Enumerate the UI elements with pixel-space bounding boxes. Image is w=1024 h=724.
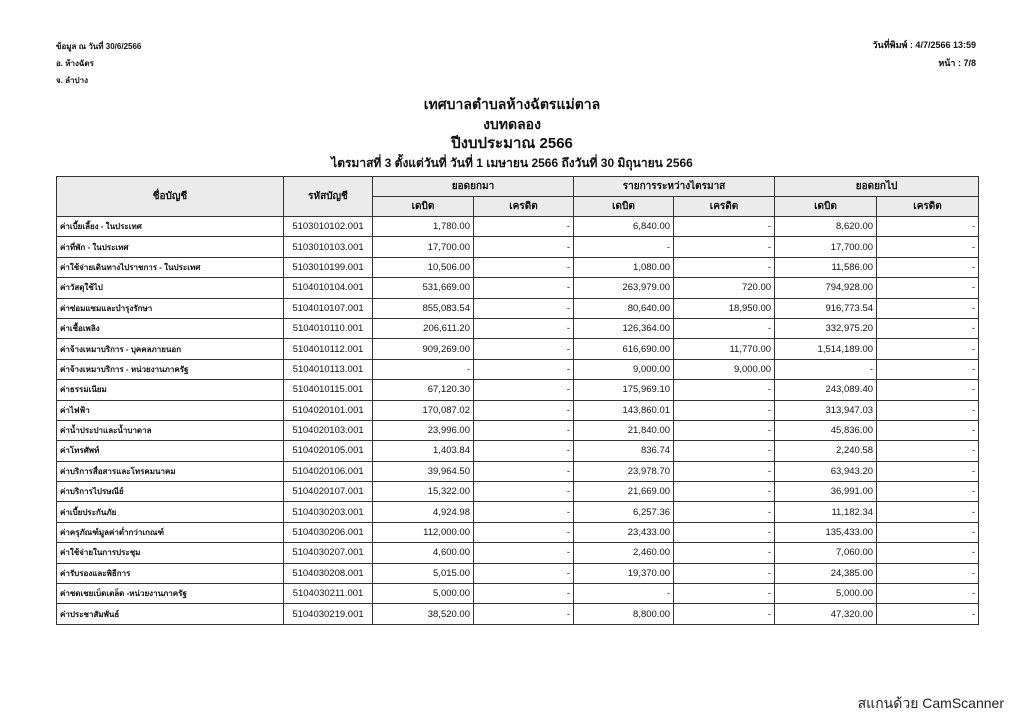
account-name-cell: ค่าบริการไปรษณีย์: [57, 482, 284, 502]
account-code-cell: 5104010107.001: [284, 298, 373, 318]
cf-credit-cell: -: [877, 461, 979, 481]
q-credit-cell: -: [674, 400, 775, 420]
report-header-left: [56, 38, 141, 89]
q-credit-cell: -: [674, 217, 775, 237]
cf-debit-cell: 332,975.20: [775, 318, 877, 338]
bf-credit-cell: -: [474, 482, 574, 502]
cf-debit-cell: 17,700.00: [775, 237, 877, 257]
bf-credit-cell: -: [474, 420, 574, 440]
table-row: [57, 522, 979, 542]
cf-debit-cell: 11,586.00: [775, 257, 877, 277]
table-row: [57, 563, 979, 583]
q-credit-cell: 18,950.00: [674, 298, 775, 318]
q-debit-cell: 19,370.00: [574, 563, 674, 583]
account-code-cell: 5104020103.001: [284, 420, 373, 440]
table-row: [57, 237, 979, 257]
table-row: [57, 482, 979, 502]
bf-debit-cell: 23,996.00: [373, 420, 474, 440]
account-code-cell: 5104030208.001: [284, 563, 373, 583]
bf-debit-cell: 5,015.00: [373, 563, 474, 583]
table-row: [57, 441, 979, 461]
account-name-cell: ค่าใช้จ่ายในการประชุม: [57, 543, 284, 563]
cf-credit-cell: -: [877, 298, 979, 318]
q-debit-cell: 143,860.01: [574, 400, 674, 420]
q-credit-cell: 9,000.00: [674, 359, 775, 379]
q-credit-cell: -: [674, 584, 775, 604]
bf-credit-cell: -: [474, 380, 574, 400]
account-code-cell: 5104030207.001: [284, 543, 373, 563]
camscanner-watermark: สแกนด้วย CamScanner: [857, 695, 1004, 711]
bf-debit-cell: 4,924.98: [373, 502, 474, 522]
table-row: [57, 584, 979, 604]
account-name-cell: ค่าชดเชยเบ็ดเตล็ด -หน่วยงานภาครัฐ: [57, 584, 284, 604]
account-name-cell: ค่าเบี้ยเลี้ยง - ในประเทศ: [57, 217, 284, 237]
bf-debit-cell: 1,780.00: [373, 217, 474, 237]
q-credit-cell: -: [674, 380, 775, 400]
table-row: [57, 278, 979, 298]
account-name-cell: ค่าจ้างเหมาบริการ - บุคคลภายนอก: [57, 339, 284, 359]
cf-credit-cell: -: [877, 278, 979, 298]
account-code-cell: 5104010104.001: [284, 278, 373, 298]
table-row: [57, 339, 979, 359]
data-as-of-date: ข้อมูล ณ วันที่ 30/6/2566: [56, 42, 142, 51]
q-credit-cell: -: [674, 522, 775, 542]
account-code-cell: 5104010113.001: [284, 359, 373, 379]
cf-credit-cell: -: [877, 339, 979, 359]
q-debit-cell: 21,669.00: [574, 482, 674, 502]
cf-debit-cell: 135,433.00: [775, 522, 877, 542]
q-debit-cell: 126,364.00: [574, 318, 674, 338]
account-code-cell: 5104030206.001: [284, 522, 373, 542]
account-code-cell: 5104020106.001: [284, 461, 373, 481]
cf-credit-cell: -: [877, 420, 979, 440]
cf-debit-cell: 794,928.00: [775, 278, 877, 298]
bf-credit-cell: -: [474, 584, 574, 604]
account-name-cell: ค่าวัสดุใช้ไป: [57, 278, 284, 298]
table-row: [57, 502, 979, 522]
bf-credit-cell: -: [474, 237, 574, 257]
cf-credit-cell: -: [877, 522, 979, 542]
table-row: [57, 257, 979, 277]
bf-debit-cell: 855,083.54: [373, 298, 474, 318]
q-debit-cell: -: [574, 584, 674, 604]
q-debit-cell: 2,460.00: [574, 543, 674, 563]
cf-credit-cell: -: [877, 502, 979, 522]
account-name-cell: ค่ารับรองและพิธีการ: [57, 563, 284, 583]
q-credit-cell: -: [674, 237, 775, 257]
bf-debit-cell: 206,611.20: [373, 318, 474, 338]
q-credit-cell: -: [674, 502, 775, 522]
q-debit-cell: 9,000.00: [574, 359, 674, 379]
q-debit-cell: 80,640.00: [574, 298, 674, 318]
cf-debit-cell: 916,773.54: [775, 298, 877, 318]
account-name-cell: ค่าโทรศัพท์: [57, 441, 284, 461]
q-credit-cell: -: [674, 420, 775, 440]
print-date: วันที่พิมพ์ : 4/7/2566 13:59: [872, 40, 976, 50]
account-name-cell: ค่าไฟฟ้า: [57, 400, 284, 420]
q-debit-cell: 1,080.00: [574, 257, 674, 277]
bf-debit-cell: 38,520.00: [373, 604, 474, 624]
account-name-cell: ค่าที่พัก - ในประเทศ: [57, 237, 284, 257]
account-name-cell: ค่าเบี้ยประกันภัย: [57, 502, 284, 522]
bf-debit-cell: 67,120.30: [373, 380, 474, 400]
cf-debit-cell: 1,514,189.00: [775, 339, 877, 359]
cf-credit-cell: -: [877, 604, 979, 624]
q-debit-cell: 8,800.00: [574, 604, 674, 624]
table-row: [57, 359, 979, 379]
table-row: [57, 380, 979, 400]
cf-debit-cell: 7,060.00: [775, 543, 877, 563]
cf-debit-cell: 5,000.00: [775, 584, 877, 604]
report-header-right: [873, 36, 977, 72]
account-name-cell: ค่าบริการสื่อสารและโทรคมนาคม: [57, 461, 284, 481]
q-debit-cell: 263,979.00: [574, 278, 674, 298]
col-group-carried-forward: ยอดยกไป: [775, 177, 979, 197]
bf-debit-cell: 10,506.00: [373, 257, 474, 277]
q-debit-cell: -: [574, 237, 674, 257]
bf-credit-cell: -: [474, 522, 574, 542]
report-titles: [0, 94, 1024, 172]
bf-debit-cell: -: [373, 359, 474, 379]
trial-balance-table: [56, 176, 979, 625]
col-bf-credit: เครดิต: [474, 197, 574, 217]
account-code-cell: 5104030211.001: [284, 584, 373, 604]
cf-debit-cell: 24,385.00: [775, 563, 877, 583]
col-bf-debit: เดบิต: [373, 197, 474, 217]
q-debit-cell: 23,433.00: [574, 522, 674, 542]
bf-debit-cell: 909,269.00: [373, 339, 474, 359]
col-q-credit: เครดิต: [674, 197, 775, 217]
account-code-cell: 5104030203.001: [284, 502, 373, 522]
cf-credit-cell: -: [877, 237, 979, 257]
q-debit-cell: 6,840.00: [574, 217, 674, 237]
col-account-code: รหัสบัญชี: [284, 177, 373, 217]
cf-credit-cell: -: [877, 543, 979, 563]
account-name-cell: ค่าใช้จ่ายเดินทางไปราชการ - ในประเทศ: [57, 257, 284, 277]
q-debit-cell: 21,840.00: [574, 420, 674, 440]
col-account-name: ชื่อบัญชี: [57, 177, 284, 217]
bf-credit-cell: -: [474, 359, 574, 379]
bf-credit-cell: -: [474, 217, 574, 237]
table-row: [57, 543, 979, 563]
col-group-brought-forward: ยอดยกมา: [373, 177, 574, 197]
bf-credit-cell: -: [474, 318, 574, 338]
table-row: [57, 400, 979, 420]
account-name-cell: ค่าซ่อมแซมและบำรุงรักษา: [57, 298, 284, 318]
cf-debit-cell: 243,089.40: [775, 380, 877, 400]
table-row: [57, 420, 979, 440]
q-debit-cell: 836.74: [574, 441, 674, 461]
table-row: [57, 461, 979, 481]
account-name-cell: ค่าครุภัณฑ์มูลค่าต่ำกว่าเกณฑ์: [57, 522, 284, 542]
cf-debit-cell: 2,240.58: [775, 441, 877, 461]
bf-debit-cell: 4,600.00: [373, 543, 474, 563]
account-code-cell: 5104010112.001: [284, 339, 373, 359]
bf-credit-cell: -: [474, 441, 574, 461]
cf-credit-cell: -: [877, 318, 979, 338]
account-code-cell: 5103010103.001: [284, 237, 373, 257]
q-debit-cell: 23,978.70: [574, 461, 674, 481]
bf-debit-cell: 17,700.00: [373, 237, 474, 257]
cf-debit-cell: 36,991.00: [775, 482, 877, 502]
q-credit-cell: -: [674, 543, 775, 563]
table-row: [57, 318, 979, 338]
table-row: [57, 604, 979, 624]
cf-debit-cell: 8,620.00: [775, 217, 877, 237]
col-cf-debit: เดบิต: [775, 197, 877, 217]
bf-debit-cell: 531,669.00: [373, 278, 474, 298]
bf-credit-cell: -: [474, 502, 574, 522]
bf-credit-cell: -: [474, 604, 574, 624]
bf-debit-cell: 39,964.50: [373, 461, 474, 481]
bf-credit-cell: -: [474, 563, 574, 583]
bf-debit-cell: 1,403.84: [373, 441, 474, 461]
account-code-cell: 5104020101.001: [284, 400, 373, 420]
bf-debit-cell: 112,000.00: [373, 522, 474, 542]
cf-credit-cell: -: [877, 257, 979, 277]
cf-debit-cell: 47,320.00: [775, 604, 877, 624]
q-credit-cell: -: [674, 563, 775, 583]
organization-name: เทศบาลตำบลห้างฉัตรแม่ตาล: [423, 96, 601, 112]
account-code-cell: 5104010115.001: [284, 380, 373, 400]
q-credit-cell: -: [674, 441, 775, 461]
account-code-cell: 5103010199.001: [284, 257, 373, 277]
cf-credit-cell: -: [877, 441, 979, 461]
q-credit-cell: -: [674, 604, 775, 624]
account-code-cell: 5103010102.001: [284, 217, 373, 237]
bf-credit-cell: -: [474, 543, 574, 563]
q-debit-cell: 175,969.10: [574, 380, 674, 400]
cf-credit-cell: -: [877, 584, 979, 604]
cf-credit-cell: -: [877, 380, 979, 400]
cf-debit-cell: -: [775, 359, 877, 379]
bf-debit-cell: 5,000.00: [373, 584, 474, 604]
cf-debit-cell: 45,836.00: [775, 420, 877, 440]
cf-debit-cell: 313,947.03: [775, 400, 877, 420]
cf-debit-cell: 63,943.20: [775, 461, 877, 481]
col-q-debit: เดบิต: [574, 197, 674, 217]
bf-credit-cell: -: [474, 298, 574, 318]
table-row: [57, 298, 979, 318]
account-code-cell: 5104030219.001: [284, 604, 373, 624]
bf-debit-cell: 170,087.02: [373, 400, 474, 420]
col-cf-credit: เครดิต: [877, 197, 979, 217]
bf-credit-cell: -: [474, 278, 574, 298]
cf-debit-cell: 11,182.34: [775, 502, 877, 522]
bf-credit-cell: -: [474, 339, 574, 359]
district-label: อ. ห้างฉัตร: [56, 59, 94, 68]
bf-debit-cell: 15,322.00: [373, 482, 474, 502]
bf-credit-cell: -: [474, 400, 574, 420]
province-label: จ. ลำปาง: [56, 76, 89, 85]
q-debit-cell: 616,690.00: [574, 339, 674, 359]
report-title: งบทดลอง: [483, 116, 541, 132]
cf-credit-cell: -: [877, 400, 979, 420]
account-name-cell: ค่าเชื้อเพลิง: [57, 318, 284, 338]
q-credit-cell: -: [674, 318, 775, 338]
account-name-cell: ค่าจ้างเหมาบริการ - หน่วยงานภาครัฐ: [57, 359, 284, 379]
bf-credit-cell: -: [474, 257, 574, 277]
col-group-during-quarter: รายการระหว่างไตรมาส: [574, 177, 775, 197]
report-period: ไตรมาสที่ 3 ตั้งแต่วันที่ วันที่ 1 เมษายน 2566 ถึงวันที่ 30 มิถุนายน 2566: [331, 156, 693, 170]
account-code-cell: 5104020105.001: [284, 441, 373, 461]
q-credit-cell: -: [674, 482, 775, 502]
q-credit-cell: -: [674, 461, 775, 481]
q-debit-cell: 6,257.36: [574, 502, 674, 522]
header-row-groups: [57, 177, 979, 197]
cf-credit-cell: -: [877, 482, 979, 502]
account-name-cell: ค่าประชาสัมพันธ์: [57, 604, 284, 624]
table-row: [57, 217, 979, 237]
q-credit-cell: 11,770.00: [674, 339, 775, 359]
cf-credit-cell: -: [877, 359, 979, 379]
q-credit-cell: 720.00: [674, 278, 775, 298]
fiscal-year: ปีงบประมาณ 2566: [451, 135, 573, 152]
page-number: หน้า : 7/8: [938, 58, 976, 68]
account-code-cell: 5104010110.001: [284, 318, 373, 338]
cf-credit-cell: -: [877, 217, 979, 237]
account-code-cell: 5104020107.001: [284, 482, 373, 502]
account-name-cell: ค่าธรรมเนียม: [57, 380, 284, 400]
bf-credit-cell: -: [474, 461, 574, 481]
q-credit-cell: -: [674, 257, 775, 277]
account-name-cell: ค่าน้ำประปาและน้ำบาดาล: [57, 420, 284, 440]
cf-credit-cell: -: [877, 563, 979, 583]
